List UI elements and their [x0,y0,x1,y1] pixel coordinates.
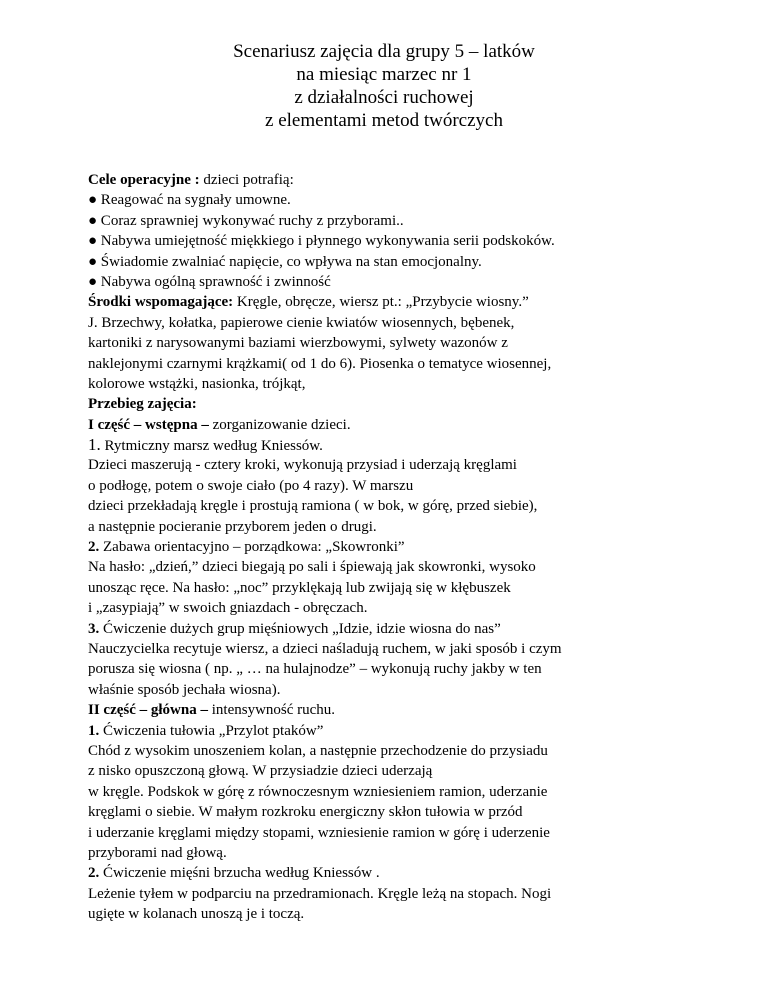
cele-heading: Cele operacyjne : [88,172,200,188]
przebieg-heading-line [88,394,760,414]
ex4-line: Chód z wysokim unoszeniem kolan, a następnie przechodzenie do przysiadu [88,742,548,759]
ex1-title-line [88,435,760,455]
srodki-line: naklejonymi czarnymi krążkami( od 1 do 6). Piosenka o tematyce wiosennej, [88,355,552,372]
przebieg-heading: Przebieg zajęcia: [88,396,197,413]
ex2-title-line [88,537,760,557]
document-body [88,170,760,924]
ex5-line: ugięte w kolanach unoszą je i toczą. [88,906,305,923]
cele-item: ● Nabywa ogólną sprawność i zwinność [88,273,331,290]
part1-heading: I część – wstępna – [88,416,209,433]
cele-item: ● Reagować na sygnały umowne. [88,192,291,209]
part1-text: zorganizowanie dzieci. [208,416,351,433]
title-line-2: na miesiąc marzec nr 1 [296,64,472,85]
ex1-line: a następnie pocieranie przyborem jeden o drugi. [88,518,377,535]
ex5-title: Ćwiczenie mięśni brzucha według Kniessów . [99,865,380,882]
ex3-number: 3. [88,620,100,637]
ex1-line: Dzieci maszerują - cztery kroki, wykonują przysiad i uderzają kręglami [88,457,517,474]
ex4-title-line [88,721,760,741]
part2-heading: II część – główna – [88,702,208,719]
srodki-line: kolorowe wstążki, nasionka, trójkąt, [88,375,306,392]
ex1-line: dzieci przekładają kręgle i prostują ramiona ( w bok, w górę, przed siebie), [88,498,538,515]
ex2-line: unosząc ręce. Na hasło: „noc” przyklękają lub zwijają się w kłębuszek [88,579,511,596]
ex4-number: 1. [88,722,100,739]
ex2-line: Na hasło: „dzień,” dzieci biegają po sali i śpiewają jak skowronki, wysoko [88,559,536,576]
part2-text: intensywność ruchu. [208,702,336,719]
part2-heading-line [88,700,760,720]
ex2-number: 2. [88,539,100,556]
title-line-4: z elementami metod twórczych [265,110,503,131]
part1-heading-line [88,415,760,435]
ex2-title: Zabawa orientacyjno – porządkowa: „Skowronki” [99,539,405,556]
cele-item: ● Nabywa umiejętność miękkiego i płynnego wykonywania serii podskoków. [88,233,555,250]
ex4-line: przyborami nad głową. [88,844,227,861]
ex4-title: Ćwiczenia tułowia „Przylot ptaków” [99,722,324,739]
ex2-line: i „zasypiają” w swoich gniazdach - obręczach. [88,600,368,617]
srodki-text: Kręgle, obręcze, wiersz pt.: „Przybycie wiosny.” [233,294,529,311]
ex3-line: Nauczycielka recytuje wiersz, a dzieci naśladują ruchem, w jaki sposób i czym [88,640,562,657]
ex4-line: kręglami o siebie. W małym rozkroku energiczny skłon tułowia w przód [88,804,523,821]
cele-intro: dzieci potrafią: [199,172,294,188]
document-title [0,40,768,132]
ex1-number: 1. [88,435,101,455]
ex4-line: z nisko opuszczoną głową. W przysiadzie dzieci uderzają [88,763,433,780]
srodki-heading: Środki wspomagające: [88,294,234,311]
cele-item: ● Świadomie zwalniać napięcie, co wpływa na stan emocjonalny. [88,253,482,270]
ex1-title: Rytmiczny marsz według Kniessów. [100,438,323,455]
ex5-line: Leżenie tyłem w podparciu na przedramionach. Kręgle leżą na stopach. Nogi [88,885,552,902]
srodki-line: J. Brzechwy, kołatka, papierowe cienie kwiatów wiosennych, bębenek, [88,314,515,331]
title-line-1: Scenariusz zajęcia dla grupy 5 – latków [233,41,535,62]
ex4-line: w kręgle. Podskok w górę z równoczesnym wzniesieniem ramion, uderzanie [88,783,548,800]
ex3-title: Ćwiczenie dużych grup mięśniowych „Idzie, idzie wiosna do nas” [99,620,501,637]
ex5-number: 2. [88,865,100,882]
srodki-heading-line [88,292,760,312]
cele-heading-line [88,170,760,190]
ex3-title-line [88,619,760,639]
cele-item: ● Coraz sprawniej wykonywać ruchy z przyborami.. [88,212,404,229]
srodki-line: kartoniki z narysowanymi baziami wierzbowymi, sylwety wazonów z [88,335,508,352]
ex5-title-line [88,863,760,883]
ex1-line: o podłogę, potem o swoje ciało (po 4 razy). W marszu [88,477,414,494]
ex3-line: porusza się wiosna ( np. „ … na hulajnodze” – wykonują ruchy jakby w ten [88,661,542,678]
title-line-3: z działalności ruchowej [294,87,474,108]
ex4-line: i uderzanie kręglami między stopami, wzniesienie ramion w górę i uderzenie [88,824,550,841]
ex3-line: właśnie sposób jechała wiosna). [88,681,281,698]
